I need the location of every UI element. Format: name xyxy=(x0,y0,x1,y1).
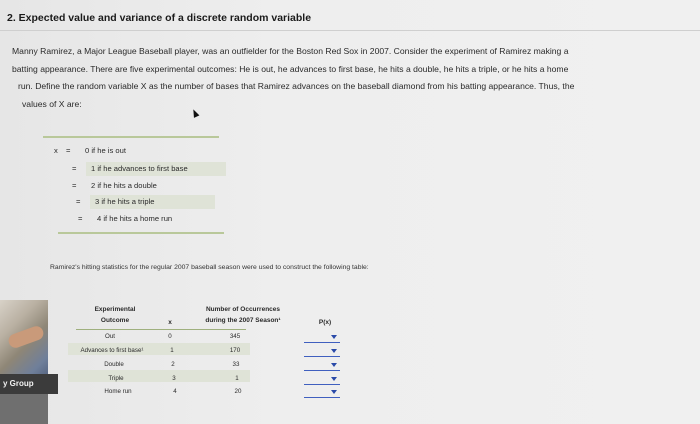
cell-outcome: Out xyxy=(105,333,115,340)
cell-outcome: Double xyxy=(104,361,124,368)
cell-outcome: Home run xyxy=(104,388,132,395)
x-def-label: 1 if he advances to first base xyxy=(86,162,226,176)
table-intro: Ramirez's hitting statistics for the regular 2007 baseball season were used to construct the following table: xyxy=(50,264,369,271)
cell-x: 4 xyxy=(173,388,177,395)
x-variable: x xyxy=(54,146,58,155)
divider xyxy=(43,136,219,138)
header-occurrences xyxy=(178,306,308,324)
divider xyxy=(58,232,224,234)
chevron-down-icon xyxy=(331,335,337,339)
chevron-down-icon xyxy=(331,390,337,394)
photo-detail xyxy=(7,324,46,349)
px-dropdown-3[interactable] xyxy=(304,374,340,385)
cell-x: 0 xyxy=(168,333,172,340)
cell-x: 1 xyxy=(170,347,174,354)
cell-occurrences: 33 xyxy=(232,361,240,368)
px-dropdown-4[interactable] xyxy=(304,387,340,398)
cell-outcome: Advances to first base¹ xyxy=(80,347,144,354)
x-def-row-4 xyxy=(78,212,177,226)
cell-occurrences: 1 xyxy=(235,375,239,382)
header-outcome-line2: Outcome xyxy=(100,317,130,324)
intro-line: values of X are: xyxy=(22,98,82,109)
equals-sign: = xyxy=(78,214,83,223)
cell-occurrences: 345 xyxy=(229,333,241,340)
header-outcome xyxy=(70,306,160,324)
sidebar-photo xyxy=(0,300,48,382)
sidebar-bottom xyxy=(0,394,48,424)
cell-x: 3 xyxy=(172,375,176,382)
x-definition xyxy=(40,134,230,238)
px-dropdown-2[interactable] xyxy=(304,360,340,371)
chevron-down-icon xyxy=(331,377,337,381)
question-intro xyxy=(12,43,682,113)
x-def-label: 2 if he hits a double xyxy=(91,181,157,190)
equals-sign: = xyxy=(72,181,77,190)
intro-line: batting appearance. There are five experimental outcomes: He is out, he advances to first base, he hits a double, he hits a triple, or he hits a home xyxy=(12,63,569,74)
x-def-label: 3 if he hits a triple xyxy=(90,195,215,209)
px-dropdown-1[interactable] xyxy=(304,346,340,357)
equals-sign: = xyxy=(66,146,71,155)
header-occ-line1: Number of Occurrences xyxy=(205,306,281,313)
question-title: 2. Expected value and variance of a discrete random variable xyxy=(7,12,312,24)
intro-line: run. Define the random variable X as the number of bases that Ramirez advances on the baseball diamond from his batting appearance. Thus, the xyxy=(18,81,575,91)
cell-occurrences: 20 xyxy=(234,388,242,395)
chevron-down-icon xyxy=(331,363,337,367)
x-def-row-0 xyxy=(54,144,131,158)
cell-outcome: Triple xyxy=(108,375,124,382)
px-dropdown-0[interactable] xyxy=(304,332,340,343)
header-x: x xyxy=(168,319,172,326)
x-def-row-3 xyxy=(76,195,215,209)
cell-x: 2 xyxy=(171,361,175,368)
header-outcome-line1: Experimental xyxy=(94,306,136,313)
cell-occurrences: 170 xyxy=(229,347,241,354)
x-def-row-2 xyxy=(72,179,162,193)
header-occ-line2: during the 2007 Season¹ xyxy=(205,317,281,324)
equals-sign: = xyxy=(76,197,81,206)
intro-line: Manny Ramirez, a Major League Baseball player, was an outfielder for the Boston Red Sox in 2007. Consider the experiment of Ramirez making a xyxy=(12,46,569,56)
x-def-row-1 xyxy=(72,162,226,176)
header-underline xyxy=(76,329,246,330)
header-px: P(x) xyxy=(318,319,332,326)
x-def-label: 0 if he is out xyxy=(85,146,126,155)
chevron-down-icon xyxy=(331,349,337,353)
group-label: y Group xyxy=(3,379,34,388)
x-def-label: 4 if he hits a home run xyxy=(97,214,173,223)
equals-sign: = xyxy=(72,164,77,173)
header-divider xyxy=(0,30,700,31)
